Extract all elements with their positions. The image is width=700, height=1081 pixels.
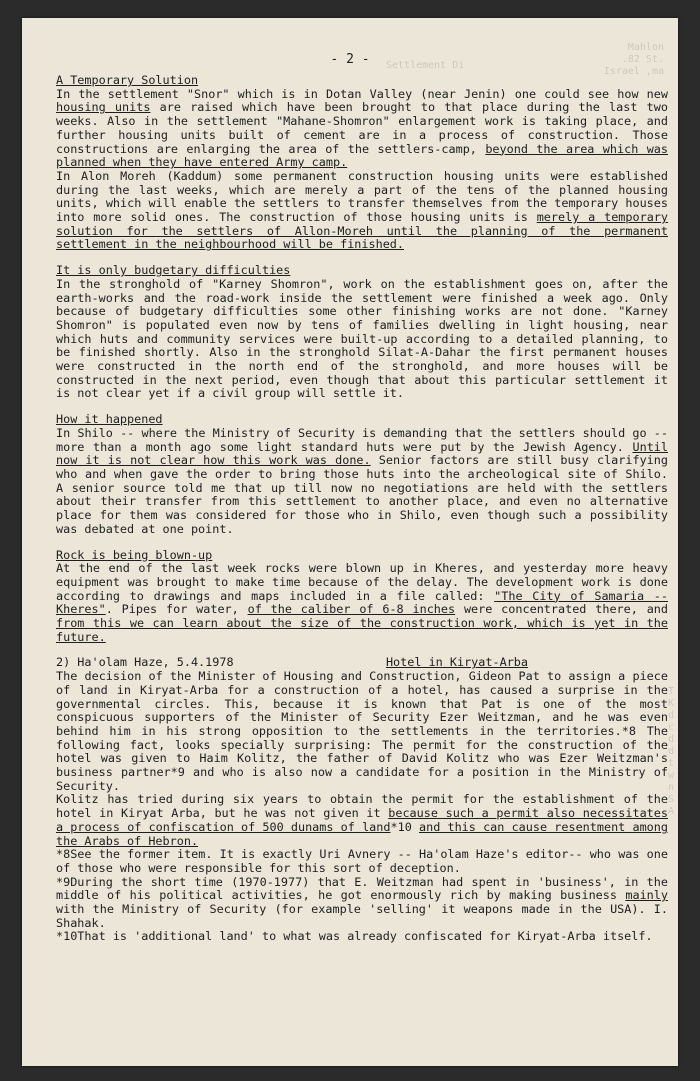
text: Kolitz has tried during six years to obtain the permit for the establishment of the hotel in Kiryat Arba, but he was not given it: [56, 792, 668, 821]
paragraph: [56, 427, 668, 537]
text: In Shilo -- where the Ministry of Security is demanding that the settlers should go -- more than a month ago some light standard huts were put by the Jewish Agency.: [56, 425, 668, 454]
section-heading: A Temporary Solution: [56, 73, 199, 87]
underlined-text: from this we can learn about the size of the construction work, which is yet in the future.: [56, 616, 668, 644]
footnote-10: *10That is 'additional land' to what was already confiscated for Kiryat-Arba itself.: [56, 929, 653, 944]
underlined-text: beyond the area which was planned when they have entered Army camp.: [56, 141, 669, 170]
source-citation: 2) Ha'olam Haze, 5.4.1978: [56, 655, 234, 670]
document-body: [56, 74, 668, 944]
item-header: [56, 656, 668, 670]
footnote-8: *8See the former item. It is exactly Uri Avnery -- Ha'olam Haze's editor-- who was one of those who were responsible for this sort of deception.: [56, 847, 668, 875]
paragraph: [56, 88, 668, 170]
bleed-through-text: Mahlon .82 St. Israel ,ma: [603, 42, 664, 77]
paragraph: [56, 170, 668, 252]
text: In Alon Moreh (Kaddum) some permanent construction housing units were established during the last weeks, which are merely a part of the tens of the planned housing units, which will enable the settlers to transfer themselves from the temporary houses into more solid ones. The construction of those housing units is: [56, 168, 668, 225]
section-heading: Rock is being blown-up: [56, 547, 213, 562]
page-number: - 2 -: [330, 52, 370, 67]
paragraph: [56, 562, 668, 644]
paragraph: The decision of the Minister of Housing and Construction, Gideon Pat to assign a piece of land in Kiryat-Arba for a construction of a hotel, has caused a surprise in the governmental circles. This, because it is known that Pat is one of the most conspicuous supporters of the Minister of Security Ezer Weitzman, and he was even behind him in his strong opposition to the settlements in the territories.*8 The following fact, looks specially surprising: The permit for the construction of the hotel was given to Haim Kolitz, the father of David Kolitz who was Ezer Weitzman's business partner*9 and who is also now a candidate for a position in the Ministry of Security.: [56, 669, 668, 793]
section-heading: It is only budgetary difficulties: [56, 263, 291, 278]
underlined-text: because such a permit also necessitates a process of confiscation of 500 dunams of land: [56, 806, 668, 834]
section-temporary-solution: [56, 74, 668, 252]
section-rock-blown-up: [56, 549, 668, 645]
underlined-text: mainly: [625, 888, 668, 903]
underlined-text: Until now it is not clear how this work was done.: [56, 439, 668, 468]
underlined-text: housing units: [56, 100, 151, 115]
text: *9During the short time (1970-1977) that E. Weitzman had spent in 'business', in the middle of his political activities, he got enormously rich by making business: [56, 874, 668, 903]
document-page: [22, 18, 678, 1066]
paragraph: In the stronghold of "Karney Shomron", work on the establishment goes on, after the earth-works and the road-work inside the settlement were finished a week ago. Only because of budgetary difficulties some other finishing works are not done. "Karney Shomron" is populated even now by tens of families dwelling in light housing, near which huts and community services were built-up according to a detailed planning, to be finished shortly. Also in the stronghold Silat-A-Dahar the first permanent houses were constructed in the north end of the stronghold, and more houses will be constructed in the next period, even though that about this particular settlement it is not clear yet if a civil group will settle it.: [56, 276, 668, 401]
bleed-through-text: Settlement Di: [386, 60, 465, 71]
text: At the end of the last week rocks were blown up in Kheres, and yesterday more heavy equipment was brought to make time because of the delay. The development work is done according to drawings and maps included in a file called:: [56, 561, 668, 603]
text: . Pipes for water,: [105, 602, 248, 617]
underlined-text: "The City of Samaria -- Kheres": [56, 588, 668, 617]
text: In the settlement "Snor" which is in Dotan Valley (near Jenin) one could see how new: [56, 86, 668, 101]
section-hotel-kiryat-arba: [56, 656, 668, 944]
section-heading: How it happened: [56, 412, 163, 427]
footnote-9: [56, 876, 668, 931]
section-heading: Hotel in Kiryat-Arba: [385, 655, 528, 670]
text: *10: [390, 819, 419, 834]
section-budgetary-difficulties: [56, 264, 668, 401]
underlined-text: merely a temporary solution for the settlers of Allon-Moreh until the planning of the permanent settlement in the neighbourhood will be finished.: [56, 210, 669, 252]
text: with the Ministry of Security (for example 'selling' it weapons made in the USA). I. Shahak.: [56, 902, 668, 930]
bleed-through-text: T K d c d d t w n S A: [667, 686, 674, 817]
text: Senior factors are still busy clarifying who and when gave the order to bring those huts into the archeological site of Shilo. A senior source told me that up till now no negotiations are held with the settlers about their transfer from this settlement to another place, and even no alternative place for them was considered for those who in Shilo, even though such a possibility was debated at one point.: [56, 453, 668, 536]
section-how-it-happened: [56, 413, 668, 536]
text: were concentrated there, and: [455, 602, 668, 617]
underlined-text: of the caliber of 6-8 inches: [247, 602, 456, 617]
paragraph: [56, 793, 668, 848]
text: are raised which have been brought to that place during the last two weeks. Also in the settlement "Mahane-Shomron" enlargement work is taking place, and further housing units built of cement are in a process of construction. Those constructions are enlarging the area of the settlers-camp,: [56, 100, 668, 156]
underlined-text: and this can cause resentment among the Arabs of Hebron.: [56, 819, 668, 848]
